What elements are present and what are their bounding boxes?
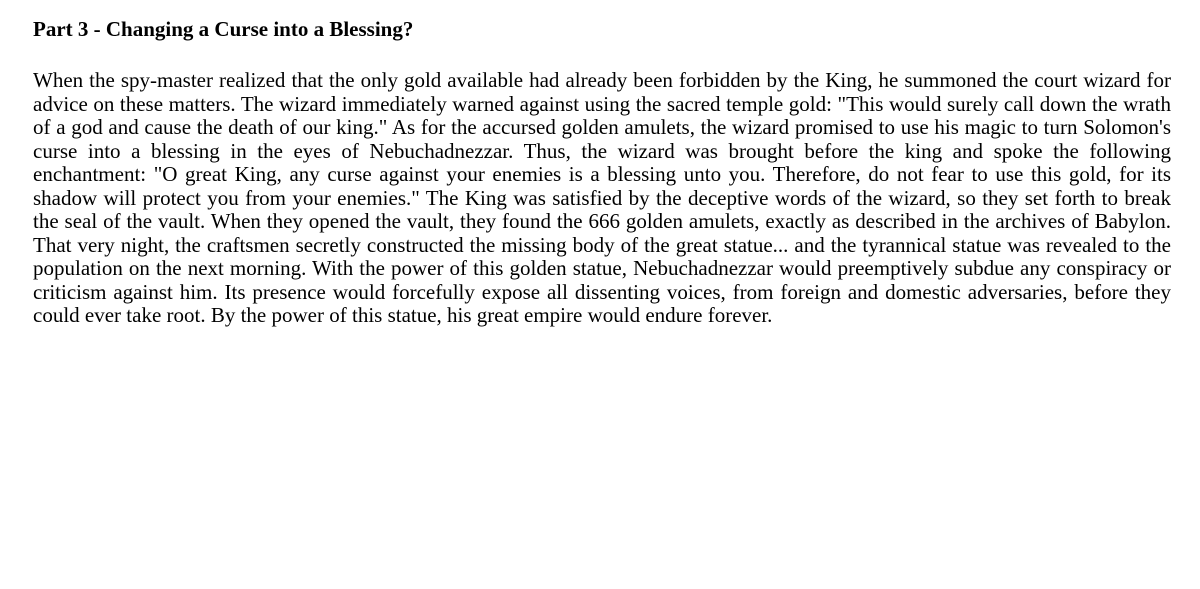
section-heading: Part 3 - Changing a Curse into a Blessing? bbox=[33, 17, 414, 41]
document-page bbox=[33, 14, 1171, 328]
body-paragraph: When the spy-master realized that the only gold available had already been forbidden by the King, he summoned the court wizard for advice on these matters. The wizard immediately warned against using the sacred temple gold: "This would surely call down the wrath of a god and cause the death of our king." As for the accursed golden amulets, the wizard promised to use his magic to turn Solomon's curse into a blessing in the eyes of Nebuchadnezzar. Thus, the wizard was brought before the king and spoke the following enchantment: "O great King, any curse against your enemies is a blessing unto you. Therefore, do not fear to use this gold, for its shadow will protect you from your enemies." The King was satisfied by the deceptive words of the wizard, so they set forth to break the seal of the vault. When they opened the vault, they found the 666 golden amulets, exactly as described in the archives of Babylon. That very night, the craftsmen secretly constructed the missing body of the great statue... and the tyrannical statue was revealed to the population on the next morning. With the power of this golden statue, Nebuchadnezzar would preemptively subdue any conspiracy or criticism against him. Its presence would forcefully expose all dissenting voices, from foreign and domestic adversaries, before they could ever take root. By the power of this statue, his great empire would endure forever. bbox=[33, 68, 1171, 327]
